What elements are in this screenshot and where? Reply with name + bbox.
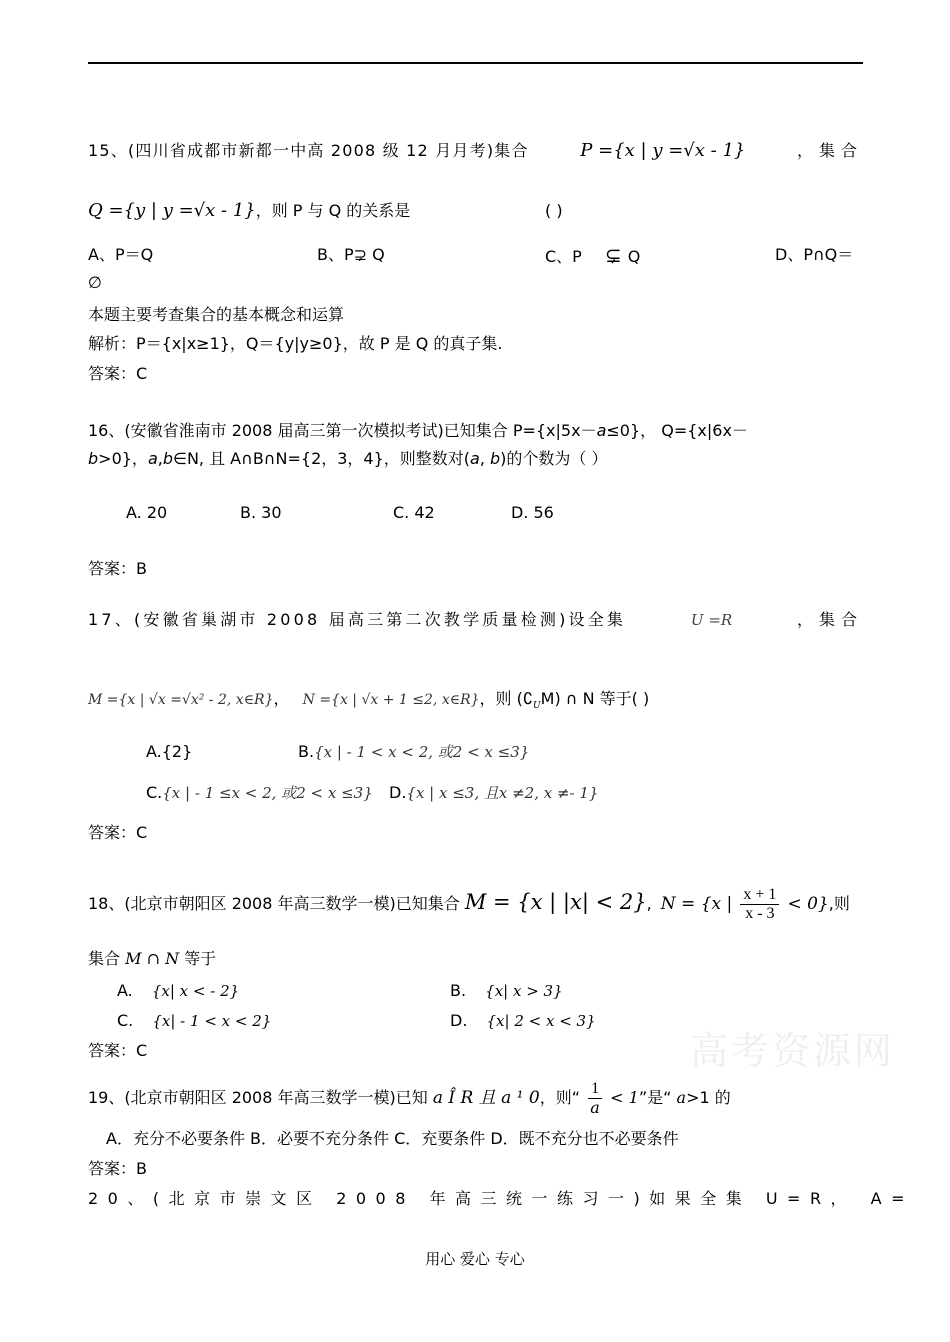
q16-var-b: b [88,449,99,468]
q15-line1 [88,140,863,162]
q15-opt-a: A、P＝Q [88,245,154,264]
q17-opt-c-expr: {x | - 1 ≤x < 2, 或2 < x ≤3} [162,784,373,802]
q17-opt-d-label: D. [389,783,407,802]
q15-opt-d-cont: ∅ [88,273,102,292]
q15-opt-c-symbol: ⊊ [604,243,622,267]
q18-opt-c [117,1010,271,1032]
q17-opt-c-label: C. [146,783,163,802]
q19-options: A．充分不必要条件 B．必要不充分条件 C．充要条件 D．既不充分也不必要条件 [106,1129,679,1148]
q17-opt-b [298,741,529,763]
q18-opt-d-expr: {x| 2 < x < 3} [486,1012,596,1030]
q15-note: 本题主要考查集合的基本概念和运算 [88,305,345,324]
q18-opt-b-label: B. [450,981,467,1000]
q18-opt-a [117,980,239,1002]
q18-opt-c-label: C. [117,1011,134,1030]
q17-suffix: ，集合 [796,610,863,629]
q17-opt-d [389,782,598,804]
q19-fraction [588,1080,602,1117]
q18-opt-a-expr: {x| x < - 2} [151,982,240,1000]
header-rule [88,62,863,64]
q16-var-b2: b [162,449,173,468]
q16-tail: ∈N, 且 A∩B∩N={2，3，4}，则整数对( [173,449,471,468]
q18-then: ,则 [828,894,850,913]
q15-opt-b: B、P⊋ Q [317,245,385,264]
q19-tail: >1 的 [686,1088,731,1107]
q19-then: ，则“ [539,1088,580,1107]
q18-opt-b [450,980,563,1002]
page-footer: 用心 爱心 专心 [425,1250,525,1268]
q16-pair-b: b [490,449,501,468]
q17-tail: ，则 (∁ [479,689,534,708]
q17-opt-a: A.{2} [146,742,193,761]
q18-set-n-post: < 0} [787,894,829,914]
q16-line1-text: 16、(安徽省淮南市 2008 届高三第一次模拟考试)已知集合 P={x|5x－ [88,421,597,440]
q17-opt-d-expr: {x | x ≤3, 且x ≠2, x ≠- 1} [406,784,599,802]
q16-opt-b: B. 30 [240,503,282,522]
q15-suffix: ，集合 [796,141,863,160]
q17-set-m: M ={x | √x =√x² - 2, x∈R} [88,692,274,708]
q15-paren: ( ) [545,201,563,220]
q15-analysis: 解析：P＝{x|x≥1}，Q＝{y|y≥0}，故 P 是 Q 的真子集. [88,334,503,353]
q18-set-n-pre: N = {x | [660,894,733,914]
q17-comma: ， [273,689,290,708]
q18-line2 [88,948,216,970]
q15-set-q: Q ={y | y =√x - 1} [88,200,256,221]
q16-opt-d: D. 56 [511,503,554,522]
q18-opt-b-expr: {x| x > 3} [485,982,563,1000]
q16-line1 [88,420,748,442]
q15-opt-c-post: Q [627,247,641,266]
q19-text: 19、(北京市朝阳区 2008 年高三数学一模)已知 [88,1088,428,1107]
watermark: 高考资源网 [690,1029,896,1073]
q18-opt-a-label: A. [117,981,133,1000]
q15-set-p: P ={x | y =√x - 1} [580,140,746,161]
q19-garbled: a Î R 且 a ¹ 0 [432,1088,540,1108]
q16-line1-mid: ≤0}， Q={x|6x－ [606,421,748,440]
q17-tail2: M) ∩ N 等于( ) [540,689,650,708]
q18-opt-d [450,1010,596,1032]
q15-relation: ，则 P 与 Q 的关系是 [255,201,411,220]
q19-frac-den: a [590,1098,600,1117]
q18-frac-den: x - 3 [745,905,775,922]
q18-set-m: M = {x | |x| < 2} [464,890,647,914]
q17-opt-b-expr: {x | - 1 < x < 2, 或2 < x ≤3} [314,743,530,761]
q18-line2-tail: 等于 [184,949,217,968]
q15-opt-d: D、P∩Q＝ [775,245,854,264]
q19-is: ”是“ [638,1088,672,1107]
q19-answer: 答案：B [88,1159,147,1178]
q18-comma: , [646,894,652,913]
q17-tail-sub: U [533,701,541,712]
q19-line1 [88,1078,731,1118]
q16-opt-c: C. 42 [393,503,435,522]
q17-line2 [88,688,649,717]
q17-text: 17、(安徽省巢湖市 2008 届高三第二次教学质量检测)设全集 [88,610,627,629]
q16-opt-a: A. 20 [126,503,168,522]
q17-answer: 答案：C [88,823,148,842]
q16-pair-sep: , [479,449,491,468]
q17-opt-c [146,782,373,804]
q16-gt: >0}， [98,449,148,468]
q18-opt-d-label: D. [450,1011,468,1030]
q19-a: a [676,1088,687,1107]
q15-prefix: 15、(四川省成都市新都一中高 2008 级 12 月月考)集合 [88,141,529,160]
q17-set-n: N ={x | √x + 1 ≤2, x∈R} [302,692,480,708]
q15-opt-c-pre: C、P [545,247,582,266]
q15-answer: 答案：C [88,364,148,383]
q15-opt-c [545,244,640,268]
q16-var-a: a [596,421,607,440]
q16-line2 [88,448,608,470]
q17-line1 [88,609,863,631]
q18-opt-c-expr: {x| - 1 < x < 2} [152,1012,272,1030]
q15-line2 [88,200,410,222]
q16-var-a2: a [147,449,158,468]
q16-pair-a: a [470,449,480,468]
q20-line1: 20、(北京市崇文区 2008 年高三统一练习一)如果全集 U=R， A= [88,1189,914,1208]
q17-opt-b-label: B. [298,742,315,761]
q18-fraction [740,886,779,923]
q18-text: 18、(北京市朝阳区 2008 年高三数学一模)已知集合 [88,894,460,913]
q18-line1 [88,880,850,930]
q16-answer: 答案：B [88,559,147,578]
q16-end: )的个数为（ ） [500,449,608,468]
q16-sep: , [157,449,163,468]
q19-lt1: < 1 [610,1088,639,1107]
q17-universal: U =R [690,611,733,629]
q18-frac-num: x + 1 [740,886,779,905]
q18-line2-text: 集合 [88,949,121,968]
q19-frac-num: 1 [588,1080,602,1099]
q18-line2-math: M ∩ N [125,949,180,968]
q18-answer: 答案：C [88,1041,148,1060]
